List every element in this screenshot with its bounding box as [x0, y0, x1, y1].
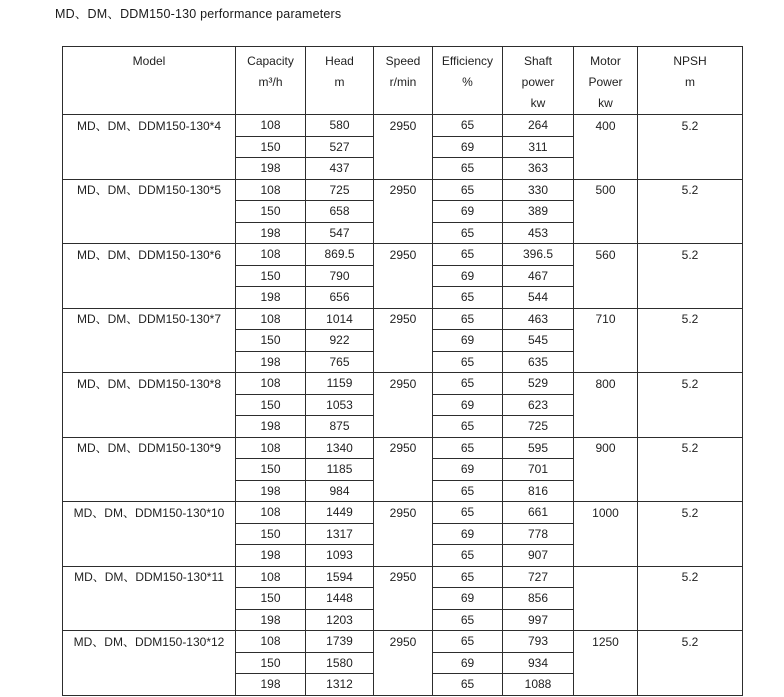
cell-capacity: 108 — [236, 244, 306, 266]
cell-head: 1093 — [306, 545, 374, 567]
cell-motor-power: 1250 — [574, 631, 638, 696]
table-row — [63, 373, 743, 395]
cell-head: 1594 — [306, 566, 374, 588]
cell-efficiency: 69 — [433, 136, 503, 158]
cell-capacity: 108 — [236, 373, 306, 395]
cell-capacity: 198 — [236, 287, 306, 309]
performance-table — [62, 46, 743, 696]
column-header-speed-line: r/min — [389, 75, 417, 89]
cell-model: MD、DM、DDM150-130*11 — [63, 566, 236, 631]
table-row — [63, 566, 743, 588]
cell-efficiency: 69 — [433, 394, 503, 416]
cell-shaft-power: 856 — [503, 588, 574, 610]
cell-head: 1014 — [306, 308, 374, 330]
column-header-speed — [374, 47, 433, 115]
cell-motor-power: 560 — [574, 244, 638, 309]
cell-efficiency: 65 — [433, 566, 503, 588]
cell-capacity: 108 — [236, 308, 306, 330]
cell-capacity: 108 — [236, 631, 306, 653]
cell-shaft-power: 545 — [503, 330, 574, 352]
cell-shaft-power: 816 — [503, 480, 574, 502]
cell-shaft-power: 725 — [503, 416, 574, 438]
column-header-capacity-line: Capacity — [247, 54, 294, 68]
cell-shaft-power: 453 — [503, 222, 574, 244]
cell-model: MD、DM、DDM150-130*4 — [63, 115, 236, 180]
cell-capacity: 108 — [236, 179, 306, 201]
cell-head: 790 — [306, 265, 374, 287]
cell-head: 1312 — [306, 674, 374, 696]
table-row — [63, 115, 743, 137]
cell-shaft-power: 623 — [503, 394, 574, 416]
column-header-shaft-power-line: power — [521, 75, 555, 89]
cell-head: 1317 — [306, 523, 374, 545]
column-header-head-line: Head — [325, 54, 354, 68]
column-header-shaft-power-line: kw — [530, 96, 546, 110]
cell-capacity: 198 — [236, 416, 306, 438]
column-header-efficiency — [433, 47, 503, 115]
cell-shaft-power: 907 — [503, 545, 574, 567]
column-header-head — [306, 47, 374, 115]
column-header-npsh-line: NPSH — [673, 54, 707, 68]
cell-model: MD、DM、DDM150-130*5 — [63, 179, 236, 244]
cell-capacity: 150 — [236, 652, 306, 674]
cell-efficiency: 65 — [433, 631, 503, 653]
cell-capacity: 198 — [236, 609, 306, 631]
cell-efficiency: 69 — [433, 459, 503, 481]
cell-shaft-power: 544 — [503, 287, 574, 309]
cell-capacity: 108 — [236, 115, 306, 137]
cell-motor-power: 900 — [574, 437, 638, 502]
column-header-motor-power-line: kw — [598, 96, 613, 110]
cell-shaft-power: 635 — [503, 351, 574, 373]
cell-efficiency: 69 — [433, 652, 503, 674]
table-row — [63, 244, 743, 266]
table-row — [63, 308, 743, 330]
cell-shaft-power: 311 — [503, 136, 574, 158]
cell-capacity: 150 — [236, 201, 306, 223]
cell-efficiency: 69 — [433, 523, 503, 545]
table-header — [63, 47, 743, 115]
cell-efficiency: 65 — [433, 351, 503, 373]
cell-efficiency: 65 — [433, 502, 503, 524]
cell-head: 1159 — [306, 373, 374, 395]
column-header-capacity — [236, 47, 306, 115]
cell-efficiency: 65 — [433, 545, 503, 567]
cell-shaft-power: 997 — [503, 609, 574, 631]
column-header-model — [63, 47, 236, 115]
cell-head: 437 — [306, 158, 374, 180]
column-header-motor-power-line: Motor — [590, 54, 621, 68]
cell-shaft-power: 389 — [503, 201, 574, 223]
cell-capacity: 150 — [236, 588, 306, 610]
cell-npsh: 5.2 — [638, 566, 743, 631]
cell-head: 1053 — [306, 394, 374, 416]
cell-motor-power: 800 — [574, 373, 638, 438]
cell-head: 922 — [306, 330, 374, 352]
cell-shaft-power: 778 — [503, 523, 574, 545]
column-header-model-line: Model — [132, 54, 166, 68]
cell-head: 527 — [306, 136, 374, 158]
cell-model: MD、DM、DDM150-130*8 — [63, 373, 236, 438]
cell-npsh: 5.2 — [638, 179, 743, 244]
cell-efficiency: 65 — [433, 674, 503, 696]
cell-shaft-power: 727 — [503, 566, 574, 588]
cell-speed: 2950 — [374, 179, 433, 244]
cell-head: 1185 — [306, 459, 374, 481]
column-header-efficiency-line: % — [462, 75, 473, 89]
cell-model: MD、DM、DDM150-130*12 — [63, 631, 236, 696]
cell-efficiency: 65 — [433, 480, 503, 502]
cell-head: 656 — [306, 287, 374, 309]
cell-capacity: 150 — [236, 459, 306, 481]
cell-capacity: 198 — [236, 674, 306, 696]
cell-head: 875 — [306, 416, 374, 438]
page-title: MD、DM、DDM150-130 performance parameters — [55, 7, 342, 21]
cell-head: 984 — [306, 480, 374, 502]
cell-efficiency: 65 — [433, 244, 503, 266]
cell-capacity: 150 — [236, 265, 306, 287]
cell-efficiency: 65 — [433, 115, 503, 137]
cell-speed: 2950 — [374, 244, 433, 309]
cell-capacity: 108 — [236, 437, 306, 459]
cell-shaft-power: 661 — [503, 502, 574, 524]
table-row — [63, 179, 743, 201]
cell-model: MD、DM、DDM150-130*10 — [63, 502, 236, 567]
cell-head: 580 — [306, 115, 374, 137]
cell-head: 765 — [306, 351, 374, 373]
cell-efficiency: 65 — [433, 437, 503, 459]
cell-capacity: 108 — [236, 502, 306, 524]
cell-npsh: 5.2 — [638, 115, 743, 180]
cell-capacity: 108 — [236, 566, 306, 588]
cell-shaft-power: 396.5 — [503, 244, 574, 266]
cell-efficiency: 65 — [433, 179, 503, 201]
cell-speed: 2950 — [374, 566, 433, 631]
cell-npsh: 5.2 — [638, 437, 743, 502]
cell-capacity: 150 — [236, 330, 306, 352]
table-body — [63, 115, 743, 696]
cell-shaft-power: 793 — [503, 631, 574, 653]
header-row — [63, 47, 743, 115]
cell-capacity: 198 — [236, 480, 306, 502]
column-header-npsh — [638, 47, 743, 115]
cell-npsh: 5.2 — [638, 244, 743, 309]
table-row — [63, 631, 743, 653]
column-header-speed-line: Speed — [385, 54, 421, 68]
cell-shaft-power: 463 — [503, 308, 574, 330]
cell-efficiency: 65 — [433, 222, 503, 244]
cell-shaft-power: 363 — [503, 158, 574, 180]
cell-head: 547 — [306, 222, 374, 244]
cell-shaft-power: 1088 — [503, 674, 574, 696]
cell-efficiency: 65 — [433, 416, 503, 438]
column-header-shaft-power-line: Shaft — [523, 54, 553, 68]
table-row — [63, 437, 743, 459]
cell-shaft-power: 595 — [503, 437, 574, 459]
cell-capacity: 198 — [236, 545, 306, 567]
cell-speed: 2950 — [374, 502, 433, 567]
cell-efficiency: 69 — [433, 265, 503, 287]
cell-motor-power: 400 — [574, 115, 638, 180]
cell-npsh: 5.2 — [638, 502, 743, 567]
column-header-shaft-power — [503, 47, 574, 115]
column-header-capacity-line: m³/h — [258, 75, 283, 89]
cell-capacity: 150 — [236, 136, 306, 158]
cell-head: 725 — [306, 179, 374, 201]
cell-capacity: 150 — [236, 394, 306, 416]
column-header-npsh-line: m — [685, 75, 695, 89]
cell-motor-power: 710 — [574, 308, 638, 373]
cell-speed: 2950 — [374, 308, 433, 373]
cell-npsh: 5.2 — [638, 308, 743, 373]
cell-motor-power — [574, 566, 638, 631]
cell-speed: 2950 — [374, 631, 433, 696]
cell-head: 658 — [306, 201, 374, 223]
cell-capacity: 150 — [236, 523, 306, 545]
cell-shaft-power: 701 — [503, 459, 574, 481]
cell-speed: 2950 — [374, 373, 433, 438]
cell-efficiency: 65 — [433, 287, 503, 309]
cell-efficiency: 69 — [433, 201, 503, 223]
cell-motor-power: 1000 — [574, 502, 638, 567]
cell-capacity: 198 — [236, 351, 306, 373]
cell-npsh: 5.2 — [638, 631, 743, 696]
cell-head: 1203 — [306, 609, 374, 631]
table-row — [63, 502, 743, 524]
cell-shaft-power: 264 — [503, 115, 574, 137]
cell-efficiency: 65 — [433, 609, 503, 631]
cell-model: MD、DM、DDM150-130*7 — [63, 308, 236, 373]
cell-head: 1739 — [306, 631, 374, 653]
cell-shaft-power: 467 — [503, 265, 574, 287]
cell-capacity: 198 — [236, 158, 306, 180]
cell-head: 869.5 — [306, 244, 374, 266]
column-header-motor-power — [574, 47, 638, 115]
cell-head: 1449 — [306, 502, 374, 524]
cell-shaft-power: 529 — [503, 373, 574, 395]
cell-efficiency: 69 — [433, 330, 503, 352]
cell-head: 1340 — [306, 437, 374, 459]
cell-efficiency: 65 — [433, 308, 503, 330]
cell-model: MD、DM、DDM150-130*6 — [63, 244, 236, 309]
cell-motor-power: 500 — [574, 179, 638, 244]
cell-shaft-power: 330 — [503, 179, 574, 201]
cell-capacity: 198 — [236, 222, 306, 244]
cell-head: 1580 — [306, 652, 374, 674]
column-header-head-line: m — [334, 75, 345, 89]
cell-npsh: 5.2 — [638, 373, 743, 438]
cell-speed: 2950 — [374, 437, 433, 502]
cell-efficiency: 65 — [433, 373, 503, 395]
cell-model: MD、DM、DDM150-130*9 — [63, 437, 236, 502]
cell-speed: 2950 — [374, 115, 433, 180]
cell-head: 1448 — [306, 588, 374, 610]
column-header-motor-power-line: Power — [588, 75, 623, 89]
cell-efficiency: 65 — [433, 158, 503, 180]
cell-shaft-power: 934 — [503, 652, 574, 674]
cell-efficiency: 69 — [433, 588, 503, 610]
column-header-efficiency-line: Efficiency — [441, 54, 494, 68]
